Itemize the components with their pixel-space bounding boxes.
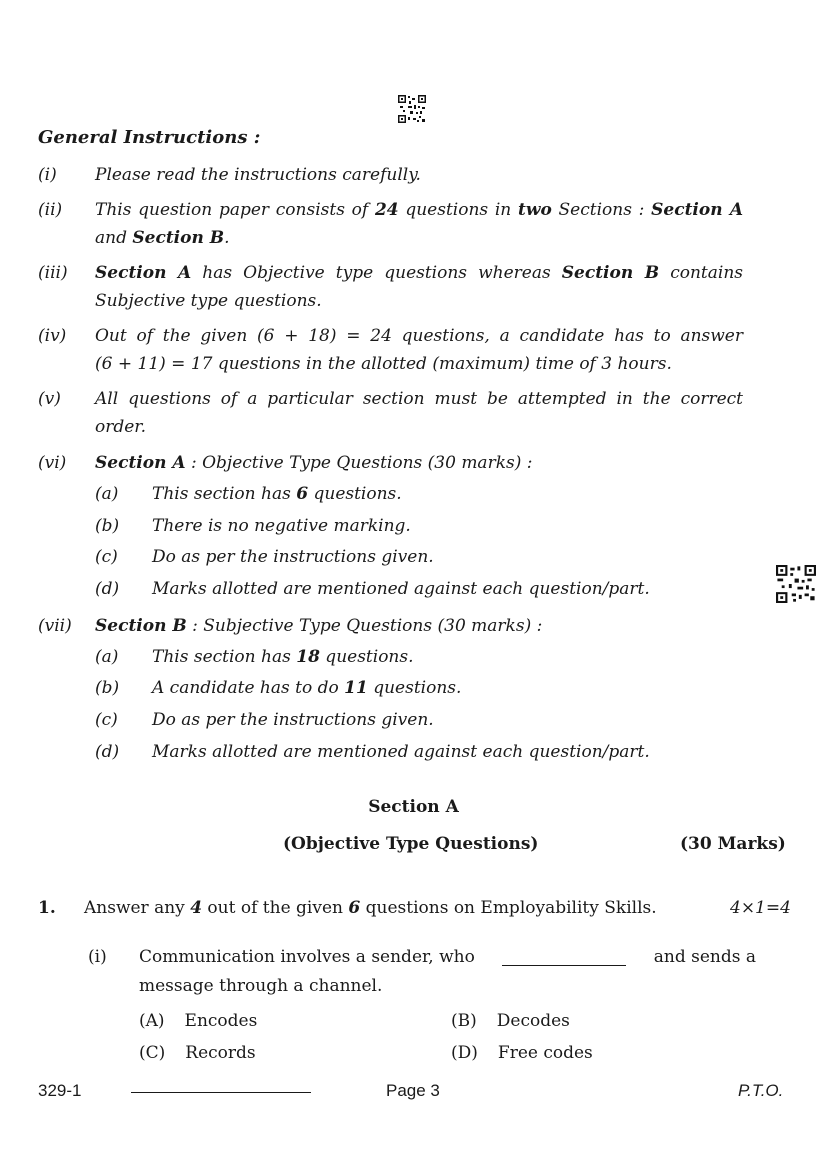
qr-code-side [776, 565, 816, 603]
question-marks: 4×1=4 [730, 898, 791, 918]
instruction-text-line1: This question paper consists of 24 questions in two Sections : Section A [95, 200, 744, 220]
instruction-text-line2: and Section B. [95, 228, 230, 248]
instruction-number: (vii) [38, 616, 72, 636]
instruction-text-line2: order. [95, 417, 146, 437]
option-a[interactable]: (A) Encodes [139, 1011, 258, 1031]
instruction-ii [38, 196, 743, 252]
instruction-text: Section B : Subjective Type Questions (30 marks) : [95, 616, 543, 636]
instruction-iii [38, 259, 743, 315]
paper-code: 329-1 [38, 1081, 82, 1100]
instruction-number: (iii) [38, 263, 68, 283]
instruction-number: (iv) [38, 326, 67, 346]
footer-rule [131, 1092, 311, 1093]
instructions-heading: General Instructions : [38, 127, 261, 148]
instruction-vi [38, 449, 743, 477]
qr-code-top [398, 95, 426, 123]
section-title: Section A [368, 797, 459, 817]
instruction-iv [38, 322, 743, 378]
pto-label: P.T.O. [738, 1081, 784, 1100]
section-subtitle: (Objective Type Questions) [283, 834, 539, 854]
instruction-number: (vi) [38, 453, 67, 473]
option-c[interactable]: (C) Records [139, 1043, 256, 1063]
page-number: Page 3 [386, 1081, 440, 1100]
instruction-text: Section A : Objective Type Questions (30 marks) : [95, 453, 533, 473]
instruction-text-line1: Out of the given (6 + 18) = 24 questions, a candidate has to answer [95, 326, 743, 346]
section-marks: (30 Marks) [680, 834, 786, 854]
option-b[interactable]: (B) Decodes [451, 1011, 570, 1031]
instruction-i [38, 161, 743, 189]
subquestion-line2: message through a channel. [139, 976, 383, 996]
instruction-number: (ii) [38, 200, 63, 220]
instruction-text-line2: Subjective type questions. [95, 291, 322, 311]
instruction-text: Please read the instructions carefully. [95, 165, 421, 185]
instruction-number: (i) [38, 165, 57, 185]
instruction-text-line1: All questions of a particular section must be attempted in the correct [95, 389, 743, 409]
instruction-v [38, 385, 743, 441]
question-text: Answer any 4 out of the given 6 questions on Employability Skills. [84, 898, 657, 918]
instruction-number: (v) [38, 389, 61, 409]
question-number: 1. [38, 898, 56, 918]
option-d[interactable]: (D) Free codes [451, 1043, 593, 1063]
answer-blank[interactable] [502, 947, 626, 966]
instruction-vii [38, 612, 743, 640]
instruction-text-line1: Section A has Objective type questions whereas Section B contains [95, 263, 743, 283]
subquestion-line1: Communication involves a sender, who and sends a [139, 947, 756, 967]
subquestion-number: (i) [88, 947, 107, 967]
instruction-text-line2: (6 + 11) = 17 questions in the allotted (maximum) time of 3 hours. [95, 354, 672, 374]
